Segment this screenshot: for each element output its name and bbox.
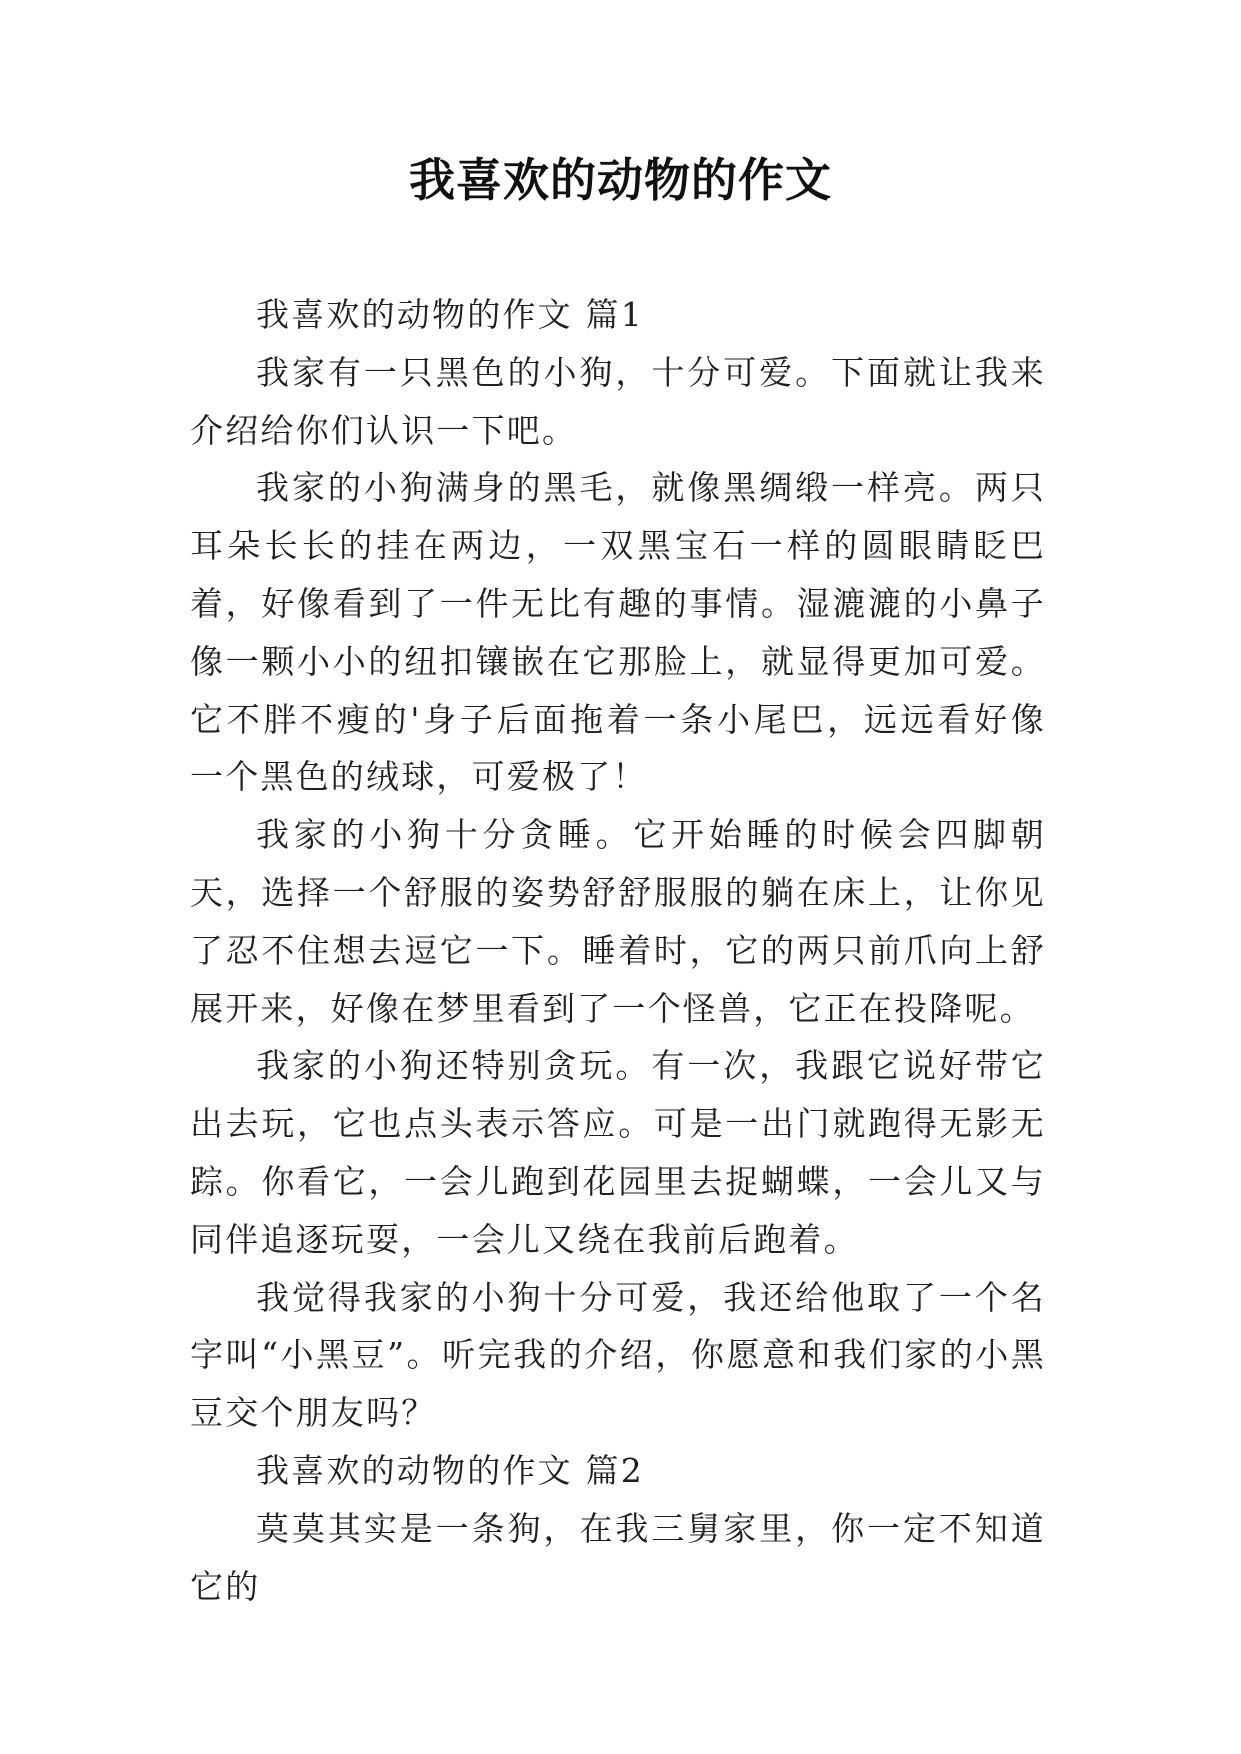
paragraph: 我家的小狗还特别贪玩。有一次，我跟它说好带它出去玩，它也点头表示答应。可是一出门就跑得无影无踪。你看它，一会儿跑到花园里去捉蝴蝶，一会儿又与同伴追逐玩耍，一会儿又绕在我前后跑着。 [190,1046,1046,1259]
paragraph: 我家有一只黑色的小狗，十分可爱。下面就让我来介绍给你们认识一下吧。 [190,352,1046,450]
section-heading-1: 我喜欢的动物的作文 篇1 [256,295,644,334]
paragraph: 我家的小狗满身的黑毛，就像黑绸缎一样亮。两只耳朵长长的挂在两边，一双黑宝石一样的圆眼睛眨巴着，好像看到了一件无比有趣的事情。湿漉漉的小鼻子像一颗小小的纽扣镶嵌在它那脸上，就显得更加可爱。它不胖不瘦的'身子后面拖着一条小尾巴，远远看好像一个黑色的绒球，可爱极了！ [190,468,1046,797]
document-body [190,286,1046,1615]
section-heading-2: 我喜欢的动物的作文 篇2 [256,1450,644,1490]
paragraph: 莫莫其实是一条狗，在我三舅家里，你一定不知道它的 [190,1508,1046,1606]
paragraph: 我家的小狗十分贪睡。它开始睡的时候会四脚朝天，选择一个舒服的姿势舒舒服服的躺在床上，让你见了忍不住想去逗它一下。睡着时，它的两只前爪向上舒展开来，好像在梦里看到了一个怪兽，它正在投降呢。 [190,815,1046,1028]
paragraph: 我觉得我家的小狗十分可爱，我还给他取了一个名字叫“小黑豆”。听完我的介绍，你愿意和我们家的小黑豆交个朋友吗？ [190,1277,1046,1433]
document-title: 我喜欢的动物的作文 [409,153,832,207]
